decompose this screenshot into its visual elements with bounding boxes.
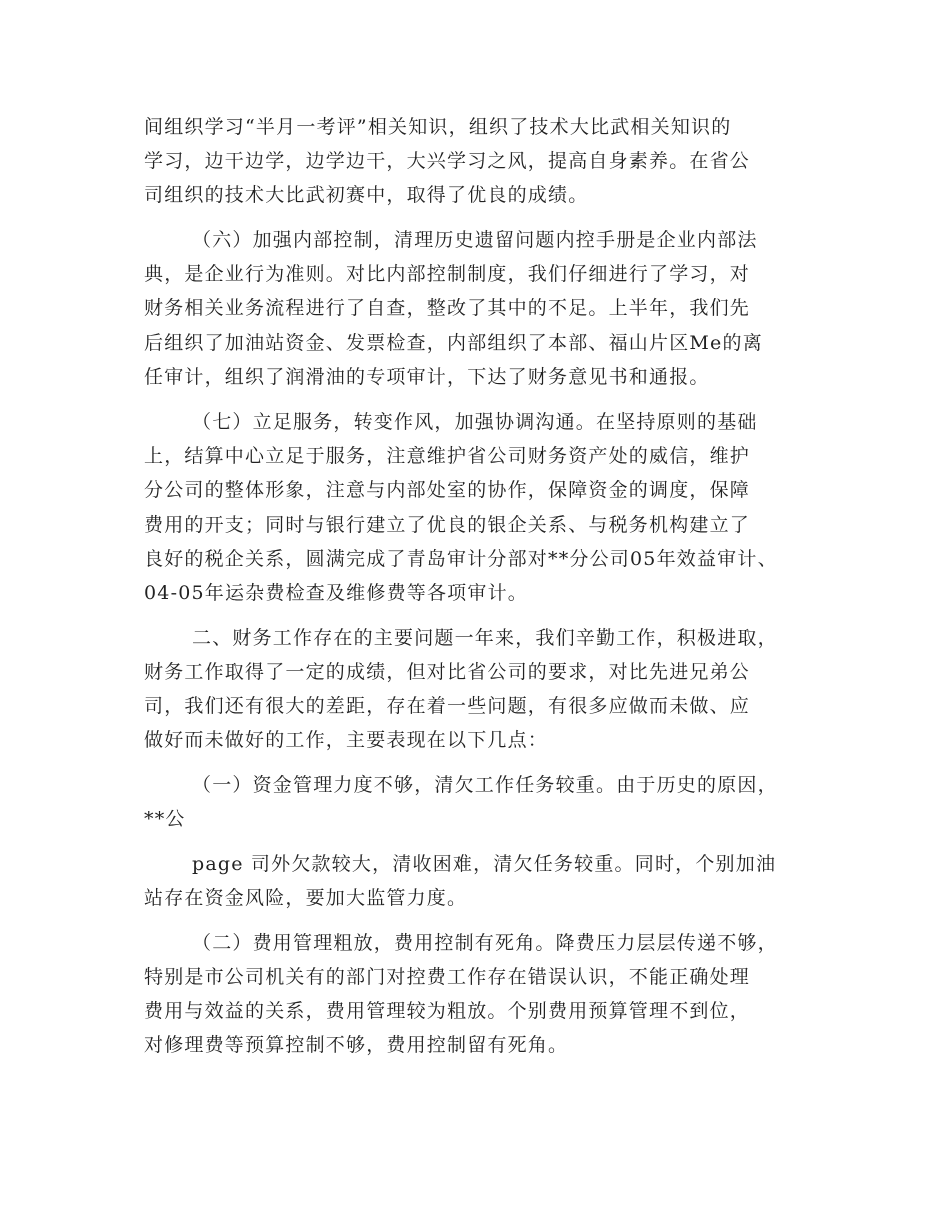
section-heading-two: 二、财务工作存在的主要问题一年来，我们辛勤工作，积极进取， xyxy=(192,627,778,649)
text-line: 费用的开支；同时与银行建立了优良的银企关系、与税务机构建立了 xyxy=(144,514,751,536)
text-line: 特别是市公司机关有的部门对控费工作存在错误认识，不能正确处理 xyxy=(144,966,751,988)
text-line: 站存在资金风险，要加大监管力度。 xyxy=(144,887,468,909)
text-line: 任审计，组织了润滑油的专项审计，下达了财务意见书和通报。 xyxy=(144,366,710,388)
text-line: 分公司的整体形象，注意与内部处室的协作，保障资金的调度，保障 xyxy=(144,479,751,501)
text-line: 良好的税企关系，圆满完成了青岛审计分部对**分公司05年效益审计、 xyxy=(144,548,778,570)
text-line: 司，我们还有很大的差距，存在着一些问题，有很多应做而未做、应 xyxy=(144,695,751,717)
text-line: 财务相关业务流程进行了自查，整改了其中的不足。上半年，我们先 xyxy=(144,297,751,319)
text-line: 财务工作取得了一定的成绩，但对比省公司的要求，对比先进兄弟公 xyxy=(144,661,751,683)
text-line: **公 xyxy=(144,808,186,830)
paragraph-heading-six: （六）加强内部控制，清理历史遗留问题内控手册是企业内部法 xyxy=(192,229,758,251)
text-line: 做好而未做好的工作，主要表现在以下几点： xyxy=(144,729,549,751)
paragraph-heading-two: （二）费用管理粗放，费用控制有死角。降费压力层层传递不够， xyxy=(192,932,778,954)
text-line: 司组织的技术大比武初赛中，取得了优良的成绩。 xyxy=(144,184,589,206)
text-line: 学习，边干边学，边学边干，大兴学习之风，提高自身素养。在省公 xyxy=(144,150,751,172)
paragraph-heading-seven: （七）立足服务，转变作风，加强协调沟通。在坚持原则的基础 xyxy=(192,411,758,433)
text-line: page 司外欠款较大，清收困难，清欠任务较重。同时，个别加油 xyxy=(192,853,777,875)
text-line: 间组织学习“半月一考评”相关知识，组织了技术大比武相关知识的 xyxy=(144,116,732,138)
text-line: 后组织了加油站资金、发票检查，内部组织了本部、福山片区Me的离 xyxy=(144,332,763,354)
text-line: 费用与效益的关系，费用管理较为粗放。个别费用预算管理不到位， xyxy=(144,1000,751,1022)
paragraph-heading-one: （一）资金管理力度不够，清欠工作任务较重。由于历史的原因， xyxy=(192,774,778,796)
text-line: 04-05年运杂费检查及维修费等各项审计。 xyxy=(144,582,528,604)
text-line: 对修理费等预算控制不够，费用控制留有死角。 xyxy=(144,1034,569,1056)
text-line: 上，结算中心立足于服务，注意维护省公司财务资产处的威信，维护 xyxy=(144,445,751,467)
text-line: 典，是企业行为准则。对比内部控制制度，我们仔细进行了学习，对 xyxy=(144,263,751,285)
